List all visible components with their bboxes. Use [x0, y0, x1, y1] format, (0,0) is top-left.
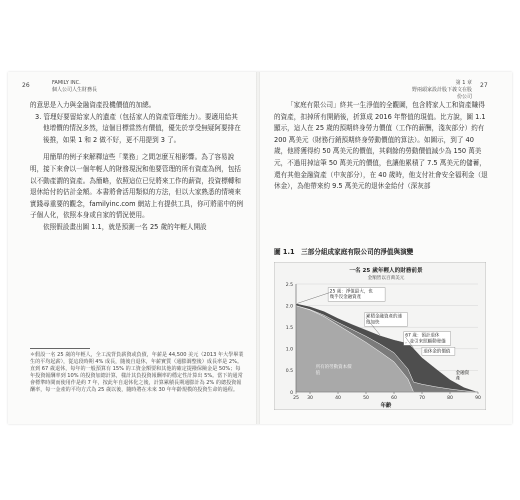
x-tick-label: 50 [363, 396, 369, 401]
chart-annotation: 累積金融資產的速 [366, 314, 402, 320]
figure-chart [274, 262, 486, 410]
y-tick-label: 0 [290, 390, 293, 396]
y-tick-label: 2.0 [285, 304, 293, 310]
chart-annotation: 值 [315, 370, 321, 376]
left-header-line1: FAMILY INC. [52, 80, 81, 86]
y-tick-label: 1.0 [285, 347, 293, 353]
right-header-line1: 第 1 章 [455, 80, 472, 86]
x-tick-label: 40 [335, 396, 341, 401]
left-page-body [30, 100, 244, 234]
x-tick-label: 60 [391, 396, 397, 401]
y-tick-label: 2.5 [285, 282, 293, 288]
chart-annotation: 25 歲：淨值最大，也 [329, 289, 373, 295]
footnote: ＊假設一名 25 歲的年輕人，全工流背負薪資或負債，年薪是 44,500 美元（2013 年大學畢業生的平均起薪），從這段時期 4% 成長，隨後自退休，年薪實質（通膨調整後）成長率是 2%。直到 67 歲退休，每年的一般預算有 15% 的工資金額要和其他的確定提撥保險金是 50%；每年投資報酬率到 10% 的投資加總計算，樣計其負投資報酬率的穩定性計算出 5%。當下的通常會標準時間而使用作是約 7 年，按此年自退休化之後，計算累積長期通膨計為 2% 的總投資報酬率，每一金產的平均方式為 25 歲以後，隨時將在未來 30 年年齡規模的投資生命的過程。 [30, 352, 244, 393]
x-tick-label: 80 [447, 396, 453, 401]
left-header-line2: 個人公司人生財務長 [52, 87, 98, 93]
chart-annotation: 所有的勞動資本價 [315, 365, 352, 371]
left-paragraph-4: 依照假設畫出圖 1.1，就是預測一名 25 歲的年輕人開設 [43, 222, 207, 231]
chart-xlabel: 年齡 [380, 403, 392, 409]
right-running-header [410, 80, 472, 101]
chart-annotation: 退休金的價值 [423, 349, 451, 355]
chart-annotation: 67 歲：預計退休 [405, 333, 440, 339]
area-chart [274, 262, 486, 410]
y-tick-label: 0.5 [285, 369, 293, 375]
left-paragraph-3: 用簡單的例子來解釋這些「業務」之間怎麼互相影響。為了容易說明，接下來會以一個年輕人的財務現況和他要管理的所有資產為例，包括以不動產謂的資產。為簡略，依照這位已兒將來工作的薪資，投資標轉和退休給付的估計金額。本書將會活用類似的方法，但以大家熟悉的情境來實踐尋重要的觀念，familyinc.com 網站上有提供工具，你可將需中的例子個人化，依照本身或自家的情況使用。 [30, 153, 244, 220]
chart-annotation: 幾乎沒金融資產 [329, 295, 362, 301]
chart-annotation: ，並引來照顧動發儀 [405, 339, 446, 345]
x-tick-label: 30 [307, 396, 313, 401]
right-paragraph-1: 「家庭有限公司」終其一生淨值的全觀圖，包含將家人工和資產賺得的資產，扣掉所有開銷後，折算成 2016 年幣值的現值。比方說，圖 1.1 顯示，這人在 25 歲的預期終身勞力價值（工作的薪酬，淺灰部分）約有 200 萬美元（財務行銷預期終身勞動價值的算法）。如圖示，到了 40 歲，他將獲得約 50 萬美元的價值，其剩餘的勞動價值減少為 150 萬美元，不過用掉這筆 50 萬美元的價值，也讓他累積了 7.5 萬美元的儲蓄，還有其他金融資產（中灰部分），在 40 歲時，他支付社會安全福利金（退休金），為他帶來約 9.5 萬美元的退休金給付（深灰部 [274, 101, 488, 191]
x-tick-label: 70 [419, 396, 425, 401]
x-tick-label: 90 [475, 396, 481, 401]
left-paragraph-2: 3. 管理好要留給家人的遺產（包括家人的資產管理能力）。要適用給其他增價的情況多然，這個目標當然有價值，優先於享受無疑阿要排在後推，如果 1 和 2 做不好，更不用提到 3 了。 [35, 112, 241, 144]
right-page-body [274, 100, 488, 193]
left-running-header [52, 80, 97, 94]
left-page-number: 26 [22, 82, 30, 89]
chart-title: 一名 25 歲年輕人的財務前景 [349, 268, 423, 274]
chart-subtitle: 金額皆以百萬美元 [367, 276, 405, 281]
chart-annotation: 度加快 [366, 320, 380, 326]
x-tick-label: 25 [293, 396, 299, 401]
footnote-rule [30, 348, 90, 349]
chart-annotation: 產 [455, 376, 461, 382]
chart-annotation: 金融資 [455, 370, 470, 376]
right-page-number: 27 [480, 82, 488, 89]
figure-caption: 圖 1.1 三部分組成家庭有限公司的淨值與演變 [274, 248, 414, 256]
y-tick-label: 1.5 [285, 326, 293, 331]
right-header-line2: 野兩頭家設計股下義文在股份公司 [411, 87, 472, 100]
book-gutter [256, 72, 260, 424]
left-paragraph-1: 的意思是入力與金融資產投機價值的加總。 [30, 101, 156, 109]
